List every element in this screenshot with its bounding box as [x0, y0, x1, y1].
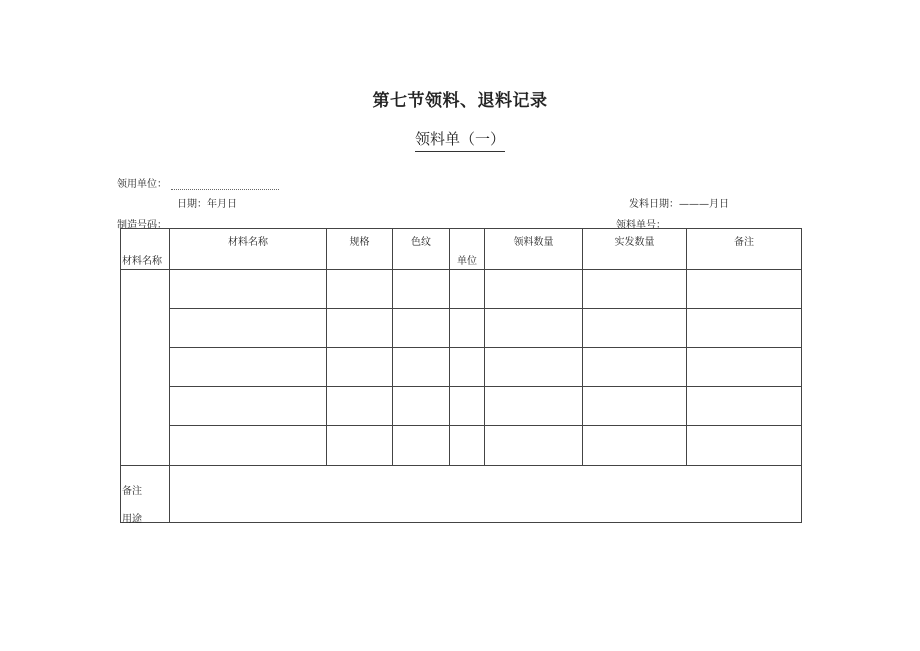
table-cell — [687, 270, 802, 309]
table-cell — [583, 270, 687, 309]
table-cell — [327, 387, 393, 426]
table-cell — [393, 348, 450, 387]
header-cell: 材料名称 — [121, 229, 170, 270]
table-cell — [485, 426, 583, 466]
section-title: 第七节领料、退料记录 — [372, 91, 548, 111]
table-cell — [687, 309, 802, 348]
table-cell — [327, 426, 393, 466]
table-cell — [170, 387, 327, 426]
header-cell: 材料名称 — [170, 229, 327, 270]
table-cell — [450, 309, 485, 348]
table-cell — [450, 426, 485, 466]
form-no-label: 领料单号： — [616, 220, 666, 231]
table-cell — [687, 348, 802, 387]
unit-field — [117, 175, 279, 190]
table-cell — [170, 348, 327, 387]
header-cell: 色纹 — [393, 229, 450, 270]
issue-date-value: ———月日 — [679, 199, 729, 210]
table-cell — [583, 387, 687, 426]
remarks-label-cell — [121, 466, 170, 523]
table-cell — [485, 387, 583, 426]
header-cell: 备注 — [687, 229, 802, 270]
header-cell: 规格 — [327, 229, 393, 270]
table-row — [121, 309, 802, 348]
table-cell — [583, 309, 687, 348]
table-cell — [450, 270, 485, 309]
purpose-label: 用途 — [122, 514, 142, 525]
issue-date-field — [629, 195, 729, 210]
table-cell — [450, 387, 485, 426]
header-cell: 领料数量 — [485, 229, 583, 270]
requisition-table — [120, 228, 802, 523]
header-cell: 单位 — [450, 229, 485, 270]
table-row — [121, 426, 802, 466]
table-cell — [687, 426, 802, 466]
table-cell — [327, 309, 393, 348]
table-row — [121, 270, 802, 309]
table-cell — [170, 270, 327, 309]
unit-label: 领用单位： — [117, 179, 167, 190]
table-cell — [450, 348, 485, 387]
remarks-label: 备注 — [122, 486, 142, 497]
unit-blank-line — [171, 180, 279, 190]
form-subtitle: 领料单（一） — [415, 128, 505, 152]
table-cell — [393, 387, 450, 426]
table-cell — [485, 348, 583, 387]
table-cell — [327, 270, 393, 309]
table-cell — [170, 309, 327, 348]
table-cell — [485, 309, 583, 348]
table-row — [121, 348, 802, 387]
header-row — [121, 229, 802, 270]
table-cell — [485, 270, 583, 309]
table-cell — [327, 348, 393, 387]
mfg-code-label: 制造号码： — [117, 220, 167, 231]
table-cell — [170, 426, 327, 466]
table-row — [121, 387, 802, 426]
remarks-row — [121, 466, 802, 523]
issue-date-label: 发料日期： — [629, 199, 679, 210]
table-cell — [583, 348, 687, 387]
table-cell — [393, 309, 450, 348]
date-label: 日期：年月日 — [177, 199, 237, 210]
header-cell: 实发数量 — [583, 229, 687, 270]
remarks-content-cell — [170, 466, 802, 523]
merged-first-column-cell — [121, 270, 170, 466]
table-cell — [583, 426, 687, 466]
table-cell — [393, 426, 450, 466]
table-cell — [687, 387, 802, 426]
table-cell — [393, 270, 450, 309]
